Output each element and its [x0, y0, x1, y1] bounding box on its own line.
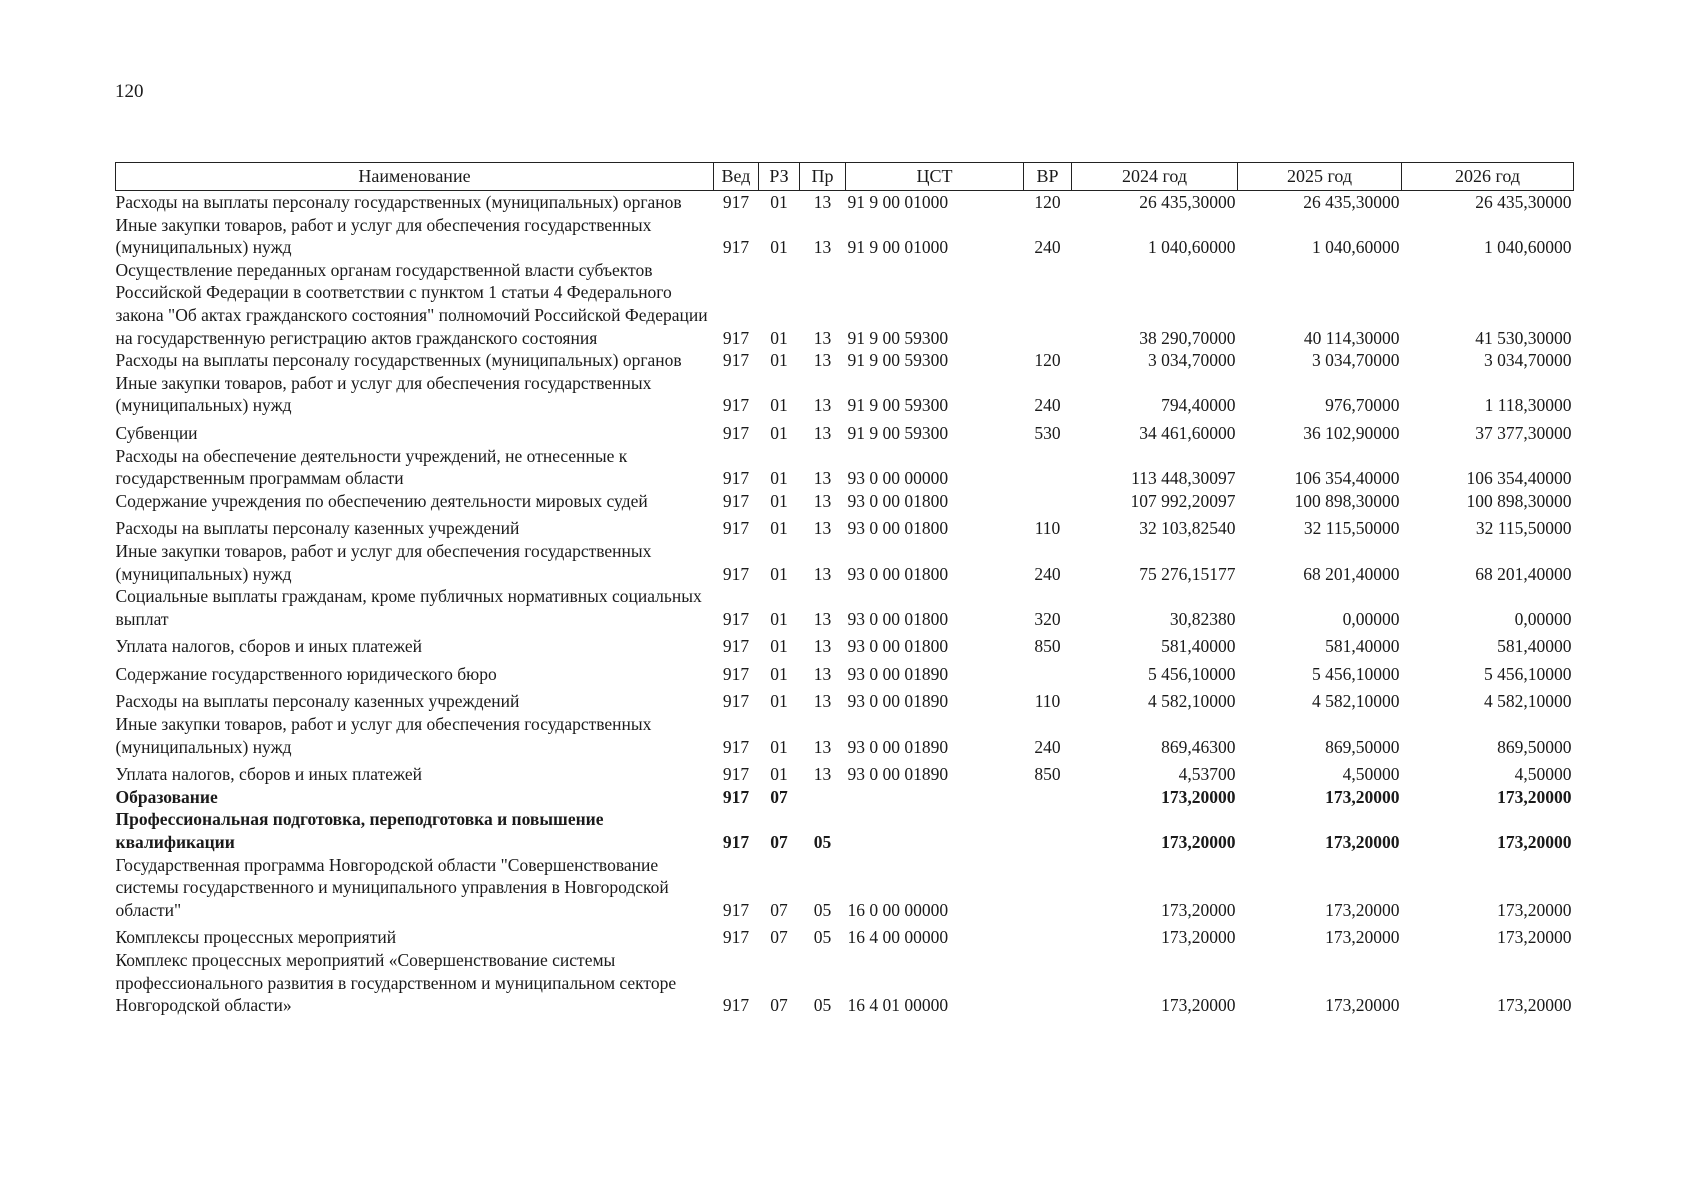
row-2026: 173,20000: [1497, 899, 1572, 920]
row-2025: 40 114,30000: [1303, 327, 1400, 348]
row-name: Осуществление переданных органам государственной власти субъектов Российской Федерации в соответствии с пунктом 1 статьи 4 Федерального закона "Об актах гражданского состояния" полномочий Российской Федерации на государственную регистрацию актов гражданского состояния: [115, 259, 708, 348]
row-2025: 3 034,70000: [1312, 350, 1400, 371]
row-2025: 173,20000: [1325, 832, 1400, 853]
table-row: [116, 786, 1574, 809]
table-row: [116, 808, 1574, 853]
row-2026: 3 034,70000: [1484, 350, 1572, 371]
table-row: [116, 512, 1574, 540]
row-2024: 3 034,70000: [1148, 350, 1236, 371]
row-cst: 91 9 00 59300: [847, 350, 949, 371]
row-rz: 01: [770, 350, 788, 371]
row-name: Образование: [115, 786, 218, 807]
row-ved: 917: [722, 327, 750, 348]
row-2025: 5 456,10000: [1312, 663, 1400, 684]
row-rz: 07: [770, 927, 788, 948]
row-2026: 5 456,10000: [1484, 663, 1572, 684]
row-ved: 917: [722, 350, 750, 371]
row-2024: 173,20000: [1161, 786, 1236, 807]
row-vr: 320: [1034, 608, 1061, 629]
row-name: Содержание государственного юридического бюро: [115, 663, 497, 684]
row-pr: 13: [813, 468, 832, 489]
row-2025: 100 898,30000: [1294, 490, 1400, 511]
table-row: [116, 585, 1574, 630]
row-2026: 173,20000: [1497, 995, 1572, 1016]
row-2026: 41 530,30000: [1475, 327, 1572, 348]
row-cst: 16 4 01 00000: [847, 995, 949, 1016]
row-rz: 07: [770, 832, 788, 853]
table-row: [116, 921, 1574, 949]
row-ved: 917: [722, 764, 750, 785]
row-vr: 240: [1034, 563, 1061, 584]
row-rz: 01: [770, 636, 788, 657]
table-row: [116, 372, 1574, 417]
row-2026: 1 040,60000: [1484, 237, 1572, 258]
row-rz: 01: [770, 395, 788, 416]
row-rz: 07: [770, 899, 788, 920]
row-pr: 13: [813, 608, 832, 629]
row-vr: [1024, 949, 1072, 1017]
table-row: [116, 417, 1574, 445]
row-pr: 13: [813, 691, 832, 712]
row-cst: 91 9 00 59300: [847, 422, 949, 443]
table-row: [116, 191, 1574, 214]
row-2024: 38 290,70000: [1139, 327, 1236, 348]
row-2024: 32 103,82540: [1139, 518, 1236, 539]
row-ved: 917: [722, 468, 750, 489]
row-2026: 100 898,30000: [1466, 490, 1572, 511]
row-vr: 110: [1034, 518, 1061, 539]
row-2025: 4 582,10000: [1312, 691, 1400, 712]
row-2025: 1 040,60000: [1312, 237, 1400, 258]
row-2024: 173,20000: [1161, 927, 1236, 948]
row-2024: 34 461,60000: [1139, 422, 1236, 443]
row-vr: [1024, 808, 1072, 853]
row-name: Расходы на выплаты персоналу государственных (муниципальных) органов: [115, 192, 682, 212]
row-rz: 01: [770, 237, 788, 258]
row-name: Уплата налогов, сборов и иных платежей: [115, 764, 422, 785]
row-vr: [1024, 490, 1072, 513]
row-ved: 917: [722, 995, 750, 1016]
row-2024: 794,40000: [1161, 395, 1236, 416]
header-cst: ЦСТ: [846, 163, 1024, 191]
row-2026: 1 118,30000: [1484, 395, 1572, 416]
row-vr: 240: [1034, 736, 1061, 757]
row-2025: 173,20000: [1325, 786, 1400, 807]
table-row: [116, 540, 1574, 585]
row-name: Государственная программа Новгородской области "Совершенствование системы государственного и муниципального управления в Новгородской области": [115, 854, 669, 920]
table-row: [116, 349, 1574, 372]
table-row: [116, 630, 1574, 658]
row-cst: 93 0 00 01890: [847, 663, 949, 684]
row-2025: 26 435,30000: [1303, 192, 1400, 212]
row-name: Содержание учреждения по обеспечению деятельности мировых судей: [115, 490, 648, 511]
row-vr: 850: [1034, 764, 1061, 785]
row-pr: 13: [813, 422, 832, 443]
row-2026: 581,40000: [1497, 636, 1572, 657]
table-row: [116, 259, 1574, 349]
row-rz: 01: [770, 608, 788, 629]
row-2026: 68 201,40000: [1475, 563, 1572, 584]
table-body: [116, 191, 1574, 1017]
row-name: Комплексы процессных мероприятий: [115, 927, 397, 948]
table-row: [116, 490, 1574, 513]
row-name: Расходы на выплаты персоналу казенных учреждений: [115, 518, 520, 539]
row-ved: 917: [722, 663, 750, 684]
row-2026: 37 377,30000: [1475, 422, 1572, 443]
row-2025: 869,50000: [1325, 736, 1400, 757]
row-rz: 01: [770, 422, 788, 443]
row-ved: 917: [722, 691, 750, 712]
header-name: Наименование: [116, 163, 714, 191]
row-vr: 850: [1034, 636, 1061, 657]
row-vr: 120: [1034, 350, 1061, 371]
header-pr: Пр: [800, 163, 846, 191]
row-ved: 917: [722, 237, 750, 258]
row-ved: 917: [722, 832, 750, 853]
row-ved: 917: [722, 927, 750, 948]
row-2025: 173,20000: [1325, 995, 1400, 1016]
row-2025: 68 201,40000: [1303, 563, 1400, 584]
table-row: [116, 758, 1574, 786]
row-cst: 93 0 00 01800: [847, 490, 949, 511]
row-2026: 173,20000: [1497, 832, 1572, 853]
page-number: 120: [115, 81, 144, 102]
row-rz: 01: [770, 518, 788, 539]
row-ved: 917: [722, 563, 750, 584]
row-cst: [846, 786, 1024, 809]
row-pr: 13: [813, 663, 832, 684]
row-2024: 581,40000: [1161, 636, 1236, 657]
row-pr: 13: [813, 736, 832, 757]
header-rz: РЗ: [759, 163, 800, 191]
row-pr: 13: [813, 395, 832, 416]
row-name: Субвенции: [115, 422, 198, 443]
row-cst: 93 0 00 01800: [847, 563, 949, 584]
header-2024: 2024 год: [1072, 163, 1238, 191]
row-ved: 917: [722, 518, 750, 539]
row-pr: 13: [813, 636, 832, 657]
row-rz: 07: [770, 995, 788, 1016]
row-cst: 91 9 00 59300: [847, 395, 949, 416]
header-2025: 2025 год: [1238, 163, 1402, 191]
row-vr: [1024, 259, 1072, 349]
row-2025: 173,20000: [1325, 927, 1400, 948]
row-rz: 07: [770, 786, 788, 807]
row-2025: 36 102,90000: [1303, 422, 1400, 443]
row-rz: 01: [770, 490, 788, 511]
table-row: [116, 445, 1574, 490]
row-2025: 976,70000: [1325, 395, 1400, 416]
row-vr: 530: [1034, 422, 1061, 443]
row-vr: [1024, 445, 1072, 490]
row-rz: 01: [770, 192, 788, 212]
row-ved: 917: [722, 608, 750, 629]
row-ved: 917: [722, 395, 750, 416]
row-pr: 13: [813, 518, 832, 539]
row-rz: 01: [770, 468, 788, 489]
row-ved: 917: [722, 899, 750, 920]
row-vr: 110: [1034, 691, 1061, 712]
row-vr: 120: [1034, 192, 1061, 212]
row-pr: 13: [813, 764, 832, 785]
row-cst: 93 0 00 01890: [847, 764, 949, 785]
row-name: Расходы на выплаты персоналу государственных (муниципальных) органов: [115, 350, 682, 371]
row-pr: 13: [813, 237, 832, 258]
row-vr: 240: [1034, 395, 1061, 416]
table-row: [116, 214, 1574, 259]
row-cst: 93 0 00 00000: [847, 468, 949, 489]
row-pr: 13: [813, 350, 832, 371]
row-2026: 32 115,50000: [1475, 518, 1572, 539]
row-2024: 4 582,10000: [1148, 691, 1236, 712]
row-2026: 173,20000: [1497, 927, 1572, 948]
row-vr: [1024, 854, 1072, 922]
header-ved: Вед: [714, 163, 759, 191]
row-rz: 01: [770, 563, 788, 584]
header-2026: 2026 год: [1402, 163, 1574, 191]
row-vr: 240: [1034, 237, 1061, 258]
row-pr: 05: [813, 927, 832, 948]
row-ved: 917: [722, 490, 750, 511]
row-cst: 93 0 00 01800: [847, 608, 949, 629]
table-row: [116, 685, 1574, 713]
row-name: Иные закупки товаров, работ и услуг для обеспечения государственных (муниципальных) нужд: [115, 714, 652, 757]
row-pr: 05: [813, 995, 832, 1016]
row-pr: [800, 786, 846, 809]
row-2026: 869,50000: [1497, 736, 1572, 757]
table-header-row: [116, 163, 1574, 191]
row-2026: 4,50000: [1514, 764, 1572, 785]
row-ved: 917: [722, 786, 750, 807]
row-pr: 13: [813, 327, 832, 348]
row-name: Расходы на выплаты персоналу казенных учреждений: [115, 691, 520, 712]
header-vr: ВР: [1024, 163, 1072, 191]
row-pr: 13: [813, 563, 832, 584]
row-cst: 91 9 00 01000: [847, 192, 949, 212]
row-name: Иные закупки товаров, работ и услуг для обеспечения государственных (муниципальных) нужд: [115, 214, 652, 258]
row-rz: 01: [770, 736, 788, 757]
row-name: Иные закупки товаров, работ и услуг для обеспечения государственных (муниципальных) нужд: [115, 372, 652, 416]
row-2026: 173,20000: [1497, 786, 1572, 807]
row-name: Расходы на обеспечение деятельности учреждений, не отнесенные к государственным программам области: [115, 445, 628, 489]
row-2025: 4,50000: [1342, 764, 1400, 785]
row-2024: 173,20000: [1161, 995, 1236, 1016]
row-name: Комплекс процессных мероприятий «Совершенствование системы профессионального развития в государственном и муниципальном секторе Новгородской области»: [115, 950, 677, 1016]
row-pr: 13: [813, 490, 832, 511]
row-2024: 107 992,20097: [1130, 490, 1236, 511]
row-2025: 173,20000: [1325, 899, 1400, 920]
row-pr: 05: [813, 899, 832, 920]
row-vr: [1024, 921, 1072, 949]
row-rz: 01: [770, 327, 788, 348]
row-cst: 93 0 00 01800: [847, 636, 949, 657]
row-cst: 16 0 00 00000: [847, 899, 949, 920]
row-ved: 917: [722, 636, 750, 657]
row-2024: 4,53700: [1178, 764, 1236, 785]
row-pr: 13: [813, 192, 832, 212]
table-row: [116, 658, 1574, 686]
row-cst: 91 9 00 01000: [847, 237, 949, 258]
row-2025: 581,40000: [1325, 636, 1400, 657]
row-ved: 917: [722, 736, 750, 757]
table-row: [116, 713, 1574, 758]
row-cst: 93 0 00 01890: [847, 691, 949, 712]
row-vr: [1024, 658, 1072, 686]
row-2024: 173,20000: [1161, 899, 1236, 920]
row-2026: 0,00000: [1514, 608, 1572, 629]
row-2024: 173,20000: [1161, 832, 1236, 853]
row-pr: 05: [813, 832, 832, 853]
row-cst: [846, 808, 1024, 853]
row-name: Социальные выплаты гражданам, кроме публичных нормативных социальных выплат: [115, 586, 702, 629]
row-ved: 917: [722, 422, 750, 443]
row-name: Иные закупки товаров, работ и услуг для обеспечения государственных (муниципальных) нужд: [115, 540, 652, 584]
row-2026: 26 435,30000: [1475, 192, 1572, 212]
row-2024: 75 276,15177: [1139, 563, 1236, 584]
row-rz: 01: [770, 691, 788, 712]
row-2024: 1 040,60000: [1148, 237, 1236, 258]
row-name: Профессиональная подготовка, переподготовка и повышение квалификации: [115, 809, 604, 853]
row-cst: 91 9 00 59300: [847, 327, 949, 348]
row-2026: 4 582,10000: [1484, 691, 1572, 712]
row-2024: 30,82380: [1169, 608, 1236, 629]
row-name: Уплата налогов, сборов и иных платежей: [115, 636, 422, 657]
row-rz: 01: [770, 764, 788, 785]
table-row: [116, 949, 1574, 1017]
table-row: [116, 854, 1574, 922]
row-2025: 32 115,50000: [1303, 518, 1400, 539]
row-2024: 26 435,30000: [1139, 192, 1236, 212]
row-2024: 5 456,10000: [1148, 663, 1236, 684]
row-vr: [1024, 786, 1072, 809]
row-cst: 93 0 00 01800: [847, 518, 949, 539]
row-cst: 93 0 00 01890: [847, 736, 949, 757]
row-2024: 113 448,30097: [1131, 468, 1236, 489]
row-rz: 01: [770, 663, 788, 684]
row-2025: 106 354,40000: [1294, 468, 1400, 489]
budget-table: [115, 162, 1574, 1017]
row-2026: 106 354,40000: [1466, 468, 1572, 489]
row-ved: 917: [722, 192, 750, 212]
row-cst: 16 4 00 00000: [847, 927, 949, 948]
row-2024: 869,46300: [1161, 736, 1236, 757]
row-2025: 0,00000: [1342, 608, 1400, 629]
